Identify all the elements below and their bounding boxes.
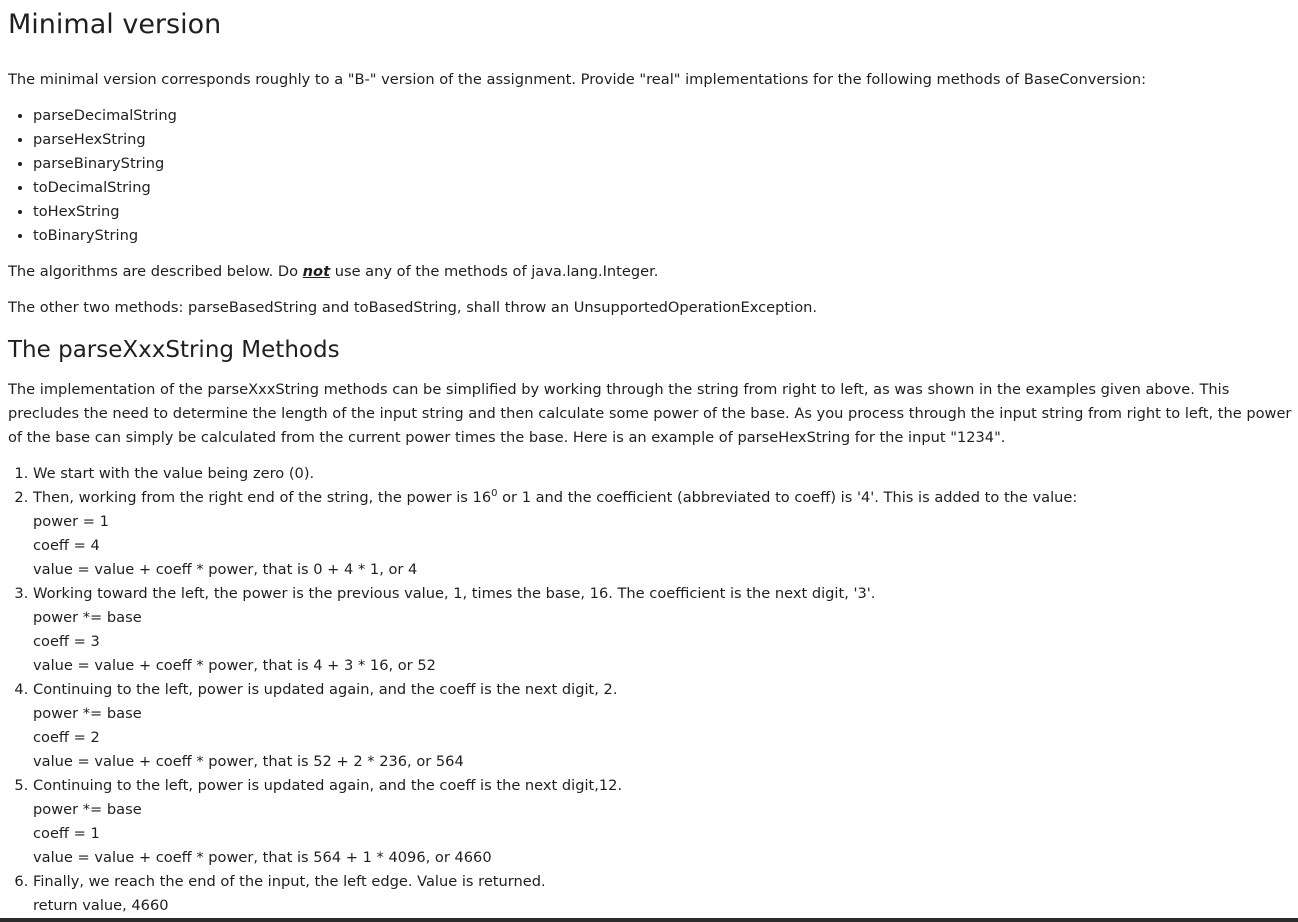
list-item: • toHexString (33, 200, 1292, 224)
other-methods-paragraph: The other two methods: parseBasedString and toBasedString, shall throw an UnsupportedOperationException. (8, 299, 818, 316)
code-line: coeff = 4 (33, 537, 100, 554)
code-line: power = 1 (33, 513, 109, 530)
algo-text-after: use any of the methods of java.lang.Integer. (330, 263, 659, 280)
list-item: • toDecimalString (33, 176, 1292, 200)
step-text: We start with the value being zero (0). (33, 465, 315, 482)
algorithms-paragraph (8, 260, 1292, 284)
list-item (33, 678, 1292, 774)
document-content (8, 0, 1292, 918)
list-item (33, 774, 1292, 870)
horizontal-scrollbar[interactable] (0, 918, 1298, 922)
emphasis-not: not (302, 263, 331, 280)
list-item (33, 870, 1292, 918)
code-line: coeff = 3 (33, 633, 100, 650)
code-line: value = value + coeff * power, that is 0 + 4 * 1, or 4 (33, 561, 418, 578)
code-line: power *= base (33, 609, 142, 626)
steps-list (8, 462, 1292, 918)
list-item (33, 486, 1292, 582)
methods-list (8, 104, 1292, 248)
intro-paragraph: The minimal version corresponds roughly to a "B-" version of the assignment. Provide "real" implementations for the following methods of BaseConversion: (8, 71, 1147, 88)
code-line: value = value + coeff * power, that is 564 + 1 * 4096, or 4660 (33, 849, 492, 866)
algo-text-before: The algorithms are described below. Do (8, 263, 303, 280)
step-text: Continuing to the left, power is updated again, and the coeff is the next digit, 2. (33, 681, 618, 698)
parse-description: The implementation of the parseXxxString methods can be simplified by working through the string from right to left, as was shown in the examples given above. This precludes the need to determine the length of the input string and then calculate some power of the base. As you process through the input string from right to left, the power of the base can simply be calculated from the current power times the base. Here is an example of parseHexString for the input "1234". (8, 381, 1292, 446)
list-item (33, 582, 1292, 678)
list-item: • parseHexString (33, 128, 1292, 152)
code-line: coeff = 1 (33, 825, 100, 842)
code-line: return value, 4660 (33, 897, 169, 914)
step-text (33, 489, 1077, 506)
code-line: power *= base (33, 801, 142, 818)
step-text-after: or 1 and the coefficient (abbreviated to coeff) is '4'. This is added to the value: (497, 489, 1078, 506)
step-text: Finally, we reach the end of the input, the left edge. Value is returned. (33, 873, 546, 890)
code-line: value = value + coeff * power, that is 4 + 3 * 16, or 52 (33, 657, 436, 674)
section-title-minimal: Minimal version (8, 9, 222, 40)
step-text-before: Then, working from the right end of the string, the power is 16 (33, 489, 492, 506)
exponent: 0 (491, 488, 498, 499)
list-item: • parseBinaryString (33, 152, 1292, 176)
list-item: • parseDecimalString (33, 104, 1292, 128)
code-line: power *= base (33, 705, 142, 722)
step-text: Continuing to the left, power is updated again, and the coeff is the next digit,12. (33, 777, 623, 794)
list-item: • toBinaryString (33, 224, 1292, 248)
step-text: Working toward the left, the power is the previous value, 1, times the base, 16. The coefficient is the next digit, '3'. (33, 585, 876, 602)
code-line: value = value + coeff * power, that is 52 + 2 * 236, or 564 (33, 753, 464, 770)
code-line: coeff = 2 (33, 729, 100, 746)
list-item (33, 462, 1292, 486)
section-title-parse: The parseXxxString Methods (8, 337, 340, 363)
